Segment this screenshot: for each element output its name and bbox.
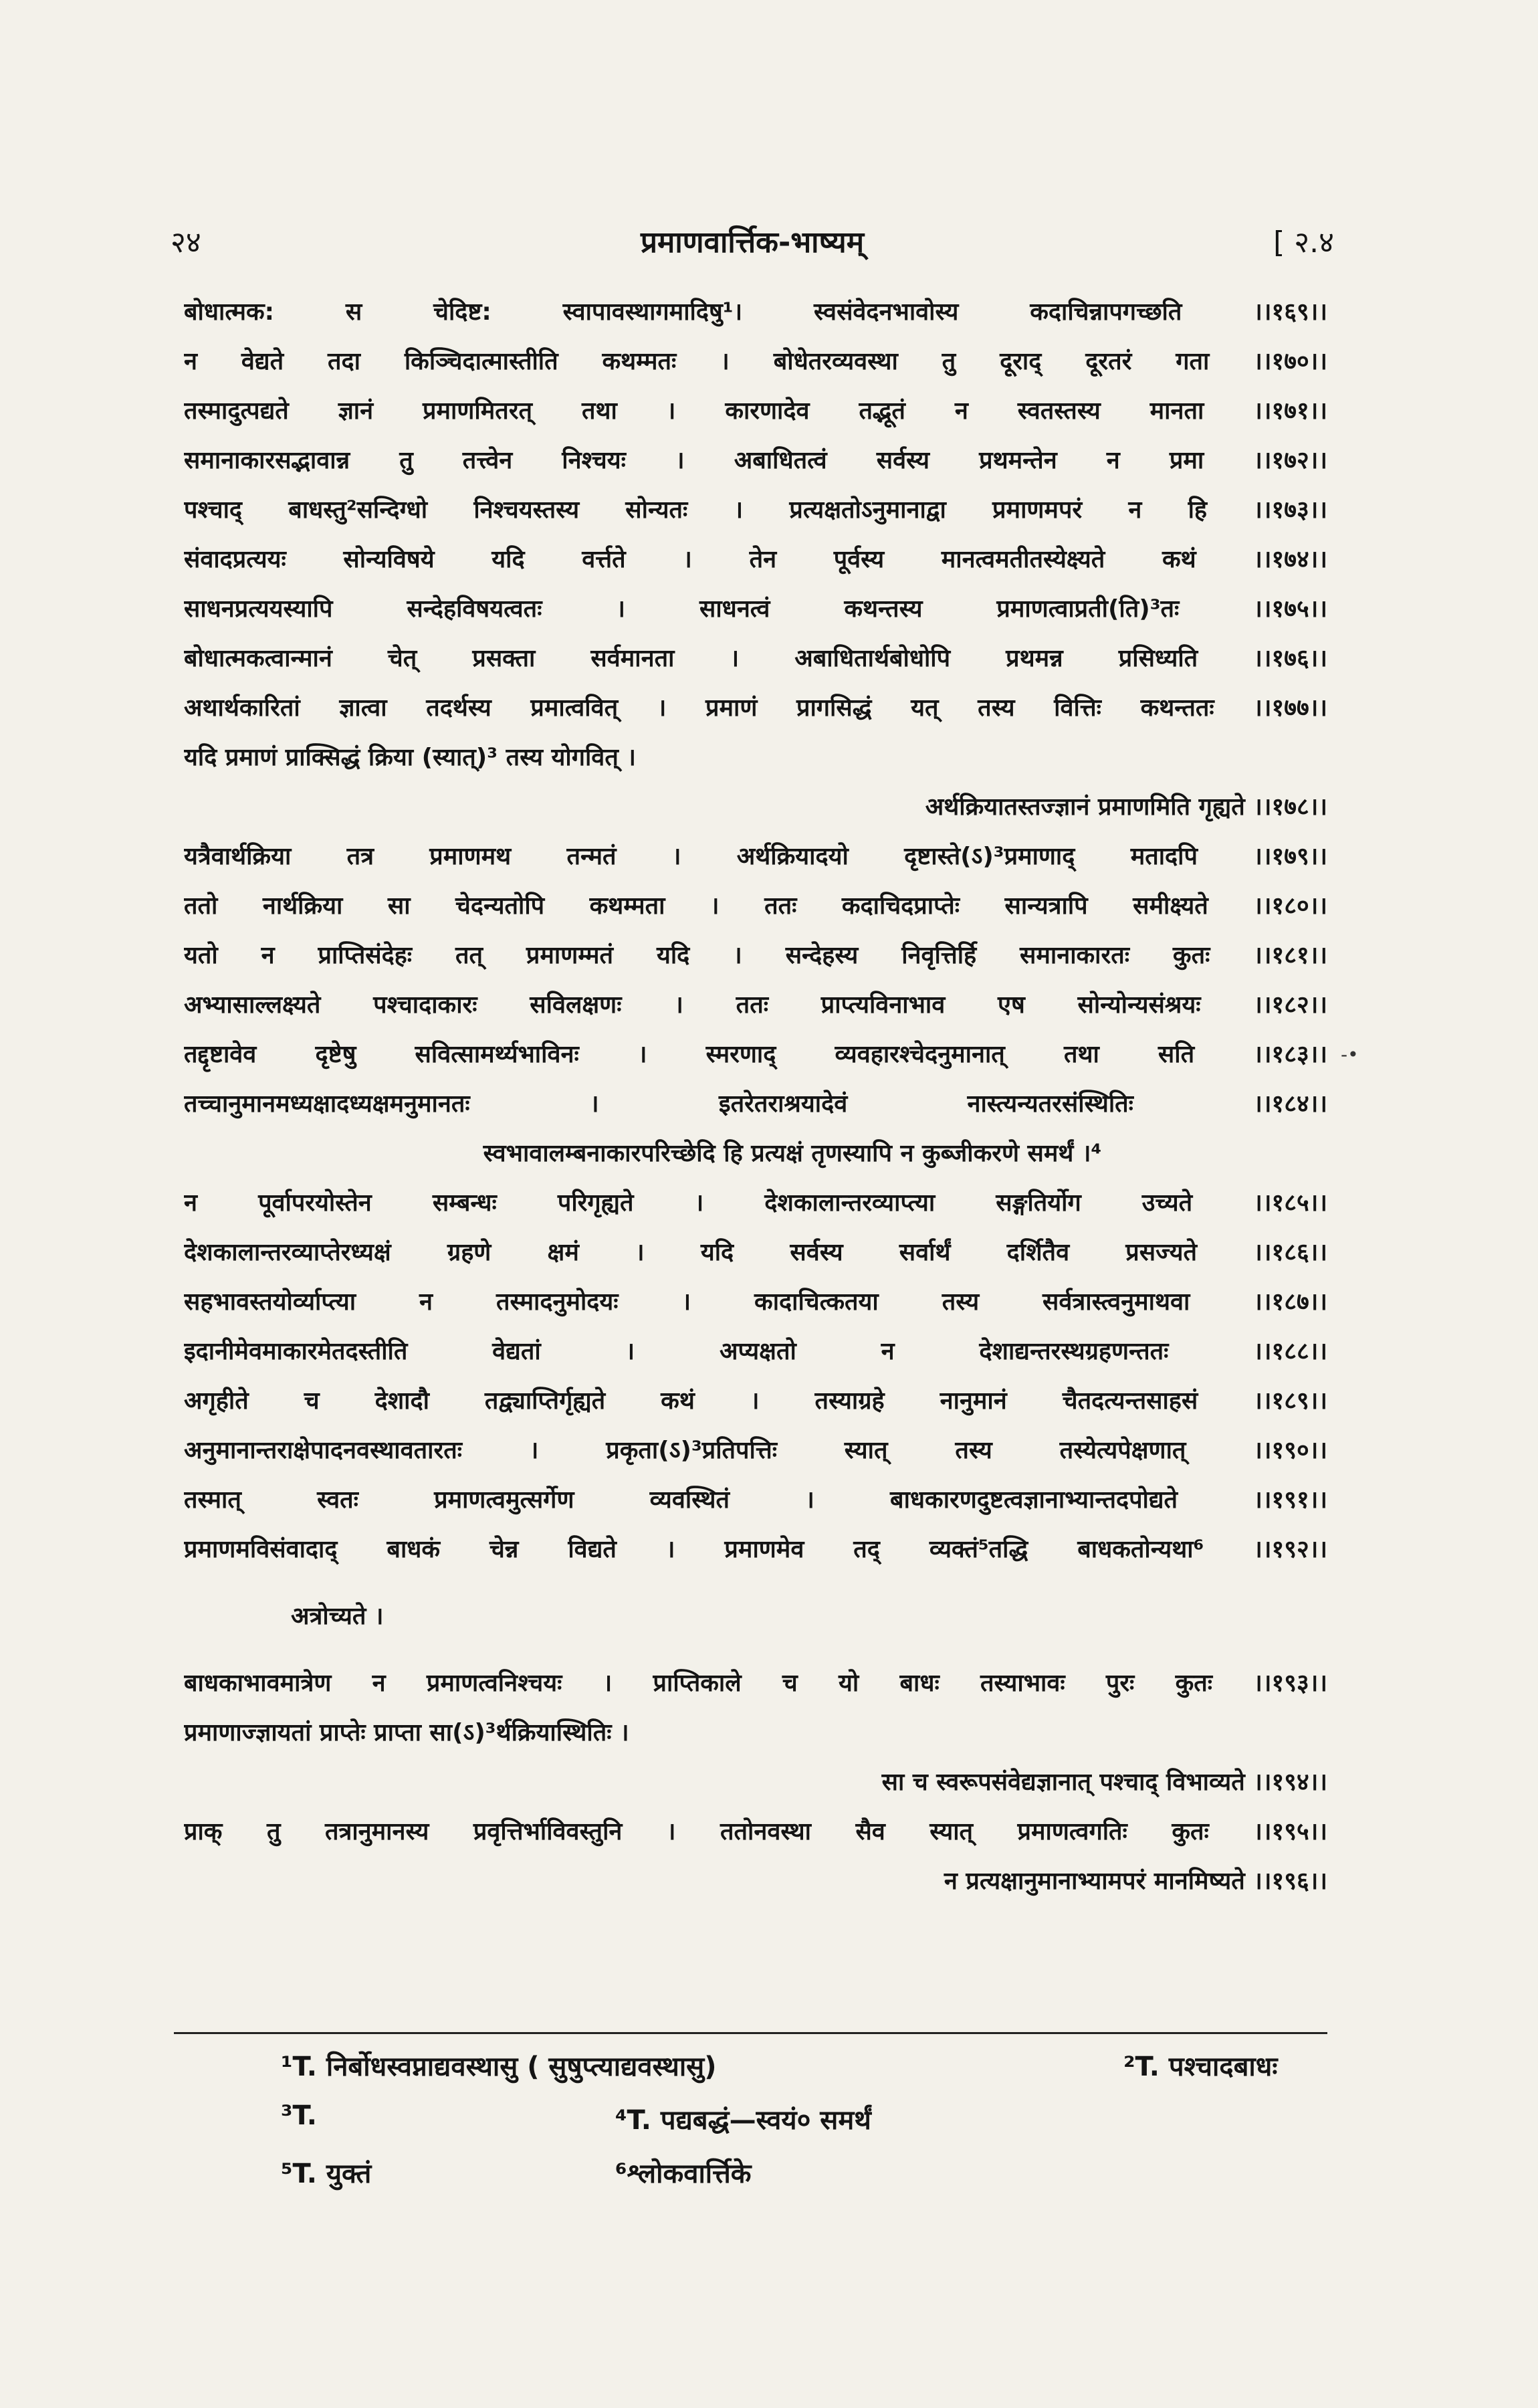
verse-line: संवादप्रत्ययः सोन्यविषये यदि वर्त्तते । तेन पूर्वस्य मानत्वमतीतस्येक्ष्यते कथं ।।१७४।। xyxy=(184,546,1327,573)
verse-line: बोधात्मक: स चेदिष्ट: स्वापावस्थागमादिषु¹। स्वसंवेदनभावोस्य कदाचिन्नापगच्छति ।।१६९।। xyxy=(184,298,1327,326)
verse-line: सा च स्वरूपसंवेद्यज्ञानात् पश्चाद् विभाव्यते ।।१९४।। xyxy=(881,1769,1327,1796)
footnote: ²T. पश्चादबाधः xyxy=(1123,2051,1278,2082)
verse-line: समानाकारसद्भावान्न तु तत्त्वेन निश्चयः । अबाधितत्वं सर्वस्य प्रथमन्तेन न प्रमा ।।१७२।। xyxy=(184,447,1327,474)
verse-line: तद्दृष्टावेव दृष्टेषु सवित्सामर्थ्यभाविनः । स्मरणाद् व्यवहारश्चेदनुमानात् तथा सति ।।१८३।। xyxy=(184,1041,1327,1068)
verse-line: यत्रैवार्थक्रिया तत्र प्रमाणमथ तन्मतं । अर्थक्रियादयो दृष्टास्ते(ऽ)³प्रमाणाद् मतादपि ।।१७९।। xyxy=(184,843,1327,870)
page-header xyxy=(171,221,1334,274)
verse-line: यदि प्रमाणं प्राक्सिद्धं क्रिया (स्यात्)³ तस्य योगवित् । xyxy=(184,744,637,771)
verse-line: न प्रत्यक्षानुमानाभ्यामपरं मानमिष्यते ।।१९६।। xyxy=(944,1868,1327,1895)
section-number: [ २.४ xyxy=(1273,225,1334,260)
verse-line: प्रमाणाज्ज्ञायतां प्राप्तेः प्राप्ता सा(ऽ)³र्थक्रियास्थितिः । xyxy=(184,1719,629,1746)
verse-line: तस्मादुत्पद्यते ज्ञानं प्रमाणमितरत् तथा । कारणादेव तद्भूतं न स्वतस्तस्य मानता ।।१७१।। xyxy=(184,397,1327,425)
prose-line: अत्रोच्यते । xyxy=(291,1603,384,1630)
verse-line: अथार्थकारितां ज्ञात्वा तदर्थस्य प्रमात्ववित् । प्रमाणं प्रागसिद्धं यत् तस्य वित्तिः कथन्ततः ।।१७७।। xyxy=(184,694,1327,722)
verse-line: अभ्यासाल्लक्ष्यते पश्चादाकारः सविलक्षणः । ततः प्राप्त्यविनाभाव एष सोन्योन्यसंश्रयः ।।१८२।। xyxy=(184,991,1327,1019)
verse-line: अर्थक्रियातस्तज्ज्ञानं प्रमाणमिति गृह्यते ।।१७८।। xyxy=(925,793,1327,821)
verse-line: साधनप्रत्ययस्यापि सन्देहविषयत्वतः । साधनत्वं कथन्तस्य प्रमाणत्वाप्रती(ति)³तः ।।१७५।। xyxy=(184,595,1327,623)
footnote: ⁶श्लोकवार्त्तिके xyxy=(615,2159,752,2189)
footnote: ¹T. निर्बोधस्वप्नाद्यवस्थासु ( सुषुप्त्याद्यवस्थासु) xyxy=(281,2051,717,2082)
running-title: प्रमाणवार्त्तिक-भाष्यम् xyxy=(640,225,865,260)
footnote-row xyxy=(281,2154,1324,2207)
spacer xyxy=(184,1641,1327,1659)
stray-mark: -• xyxy=(1341,1043,1359,1066)
prose-line: स्वभावालम्बनाकारपरिच्छेदि हि प्रत्यक्षं तृणस्यापि न कुब्जीकरणे समर्थं ।⁴ xyxy=(483,1140,1102,1167)
verse-line: न वेद्यते तदा किञ्चिदात्मास्तीति कथम्मतः । बोधेतरव्यवस्था तु दूराद् दूरतरं गता ।।१७०।। xyxy=(184,348,1327,375)
footnote: ⁵T. युक्तं xyxy=(281,2159,372,2189)
footnote-row xyxy=(281,2047,1324,2100)
footnote: ⁴T. पद्यबद्धं—स्वयं० समर्थं xyxy=(615,2105,871,2136)
verse-line: तस्मात् स्वतः प्रमाणत्वमुत्सर्गेण व्यवस्थितं । बाधकारणदुष्टत्वज्ञानाभ्यान्तदपोद्यते ।।१९१।। xyxy=(184,1486,1327,1514)
verse-line: बाधकाभावमात्रेण न प्रमाणत्वनिश्चयः । प्राप्तिकाले च यो बाधः तस्याभावः पुरः कुतः ।।१९३।। xyxy=(184,1670,1327,1697)
verse-line: ततो नार्थक्रिया सा चेदन्यतोपि कथम्मता । ततः कदाचिदप्राप्तेः सान्यत्रापि समीक्ष्यते ।।१८०।। xyxy=(184,892,1327,920)
footnotes xyxy=(281,2047,1324,2207)
verse-line: सहभावस्तयोर्व्याप्त्या न तस्मादनुमोदयः । कादाचित्कतया तस्य सर्वत्रास्त्वनुमाथवा ।।१८७।। xyxy=(184,1288,1327,1316)
verse-line: न पूर्वापरयोस्तेन सम्बन्धः परिगृह्यते । देशकालान्तरव्याप्त्या सङ्गतिर्योग उच्यते ।।१८५।। xyxy=(184,1189,1327,1217)
verse-body xyxy=(184,288,1327,1906)
verse-line: यतो न प्राप्तिसंदेहः तत् प्रमाणम्मतं यदि । सन्देहस्य निवृत्तिर्हि समानाकारतः कुतः ।।१८१।। xyxy=(184,942,1327,969)
verse-line: पश्चाद् बाधस्तु²सन्दिग्धो निश्चयस्तस्य सोन्यतः । प्रत्यक्षतोऽनुमानाद्वा प्रमाणमपरं न हि ।।१७३।। xyxy=(184,496,1327,524)
footnote: ³T. xyxy=(281,2100,317,2131)
verse-line: अनुमानान्तराक्षेपादनवस्थावतारतः । प्रकृता(ऽ)³प्रतिपत्तिः स्यात् तस्य तस्येत्यपेक्षणात् ।।१९०।। xyxy=(184,1437,1327,1464)
verse-line: इदानीमेवमाकारमेतदस्तीति वेद्यतां । अप्यक्षतो न देशाद्यन्तरस्थग्रहणन्ततः ।।१८८।। xyxy=(184,1338,1327,1365)
verse-line: देशकालान्तरव्याप्तेरध्यक्षं ग्रहणे क्षमं । यदि सर्वस्य सर्वार्थं दर्शितैव प्रसज्यते ।।१८६।। xyxy=(184,1239,1327,1266)
footnote-divider xyxy=(174,2032,1327,2034)
verse-line: प्रमाणमविसंवादाद् बाधकं चेन्न विद्यते । प्रमाणमेव तद् व्यक्तं⁵तद्धि बाधकतोन्यथा⁶ ।।१९२।। xyxy=(184,1536,1327,1563)
verse-line: अगृहीते च देशादौ तद्व्याप्तिर्गृह्यते कथं । तस्याग्रहे नानुमानं चैतदत्यन्तसाहसं ।।१८९।। xyxy=(184,1387,1327,1415)
verse-line: तच्चानुमानमध्यक्षादध्यक्षमनुमानतः । इतरेतराश्रयादेवं नास्त्यन्यतरसंस्थितिः ।।१८४।। xyxy=(184,1090,1327,1118)
verse-line: प्राक् तु तत्रानुमानस्य प्रवृत्तिर्भाविवस्तुनि । ततोनवस्था सैव स्यात् प्रमाणत्वगतिः कुतः ।।१९५।। xyxy=(184,1818,1327,1845)
page-number: २४ xyxy=(171,225,201,260)
spacer xyxy=(184,1575,1327,1592)
verse-line: बोधात्मकत्वान्मानं चेत् प्रसक्ता सर्वमानता । अबाधितार्थबोधोपि प्रथमन्न प्रसिध्यति ।।१७६।। xyxy=(184,645,1327,672)
footnote-row xyxy=(281,2100,1324,2154)
